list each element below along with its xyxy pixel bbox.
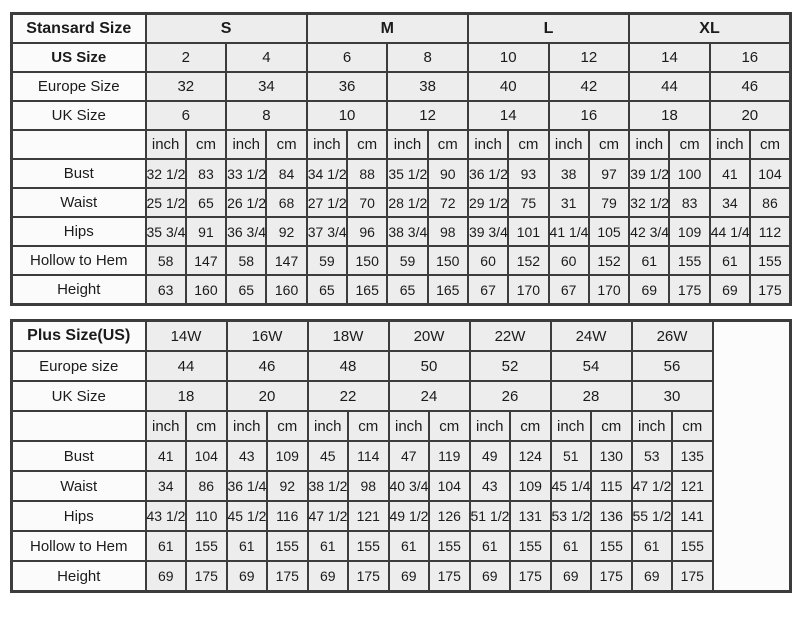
size-value-cell: 32	[146, 72, 227, 101]
inch-header: inch	[470, 411, 511, 441]
measurement-cell: 150	[347, 246, 387, 275]
size-value-cell: 28	[551, 381, 632, 411]
measurement-cell: 112	[750, 217, 790, 246]
row-label: Waist	[12, 471, 146, 501]
size-value-cell: 12	[549, 43, 630, 72]
measurement-cell: 69	[551, 561, 592, 592]
inch-header: inch	[308, 411, 349, 441]
cm-header: cm	[591, 411, 632, 441]
measurement-cell: 136	[591, 501, 632, 531]
size-row	[12, 381, 791, 411]
cm-header: cm	[508, 130, 548, 159]
measurement-cell: 155	[510, 531, 551, 561]
measurement-cell: 60	[468, 246, 508, 275]
measurement-cell: 65	[387, 275, 427, 305]
size-value-cell: 24	[389, 381, 470, 411]
measurement-row	[12, 246, 791, 275]
empty-cell	[713, 321, 791, 592]
measurement-cell: 116	[267, 501, 308, 531]
row-label: Europe size	[12, 351, 146, 381]
measurement-cell: 155	[186, 531, 227, 561]
measurement-cell: 36 1/2	[468, 159, 508, 188]
row-label: Height	[12, 275, 146, 305]
measurement-cell: 86	[750, 188, 790, 217]
measurement-cell: 152	[508, 246, 548, 275]
measurement-row	[12, 188, 791, 217]
size-value-cell: 20	[227, 381, 308, 411]
measurement-cell: 104	[186, 441, 227, 471]
measurement-cell: 45	[308, 441, 349, 471]
cm-header: cm	[348, 411, 389, 441]
measurement-cell: 31	[549, 188, 589, 217]
size-group-header: S	[146, 14, 307, 44]
measurement-row	[12, 441, 791, 471]
measurement-cell: 61	[308, 531, 349, 561]
measurement-cell: 67	[468, 275, 508, 305]
measurement-cell: 121	[348, 501, 389, 531]
measurement-cell: 51	[551, 441, 592, 471]
measurement-cell: 121	[672, 471, 713, 501]
measurement-cell: 175	[348, 561, 389, 592]
inch-header: inch	[226, 130, 266, 159]
measurement-cell: 45 1/2	[227, 501, 268, 531]
measurement-cell: 39 3/4	[468, 217, 508, 246]
cm-header: cm	[186, 130, 226, 159]
measurement-cell: 150	[428, 246, 468, 275]
measurement-cell: 38	[549, 159, 589, 188]
measurement-cell: 104	[750, 159, 790, 188]
cm-header: cm	[347, 130, 387, 159]
size-value-cell: 8	[387, 43, 468, 72]
measurement-cell: 25 1/2	[146, 188, 186, 217]
measurement-cell: 45 1/4	[551, 471, 592, 501]
measurement-cell: 93	[508, 159, 548, 188]
row-label: UK Size	[12, 381, 146, 411]
size-value-cell: 30	[632, 381, 713, 411]
measurement-row	[12, 531, 791, 561]
unit-header-row	[12, 130, 791, 159]
size-value-cell: 16	[710, 43, 791, 72]
measurement-cell: 58	[226, 246, 266, 275]
size-value-cell: 18	[146, 381, 227, 411]
measurement-cell: 92	[267, 471, 308, 501]
measurement-cell: 32 1/2	[629, 188, 669, 217]
size-value-cell: 12	[387, 101, 468, 130]
measurement-cell: 131	[510, 501, 551, 531]
inch-header: inch	[551, 411, 592, 441]
measurement-cell: 92	[266, 217, 306, 246]
measurement-row	[12, 471, 791, 501]
measurement-cell: 40 3/4	[389, 471, 430, 501]
measurement-cell: 115	[591, 471, 632, 501]
measurement-row	[12, 501, 791, 531]
measurement-cell: 41	[710, 159, 750, 188]
size-value-cell: 46	[227, 351, 308, 381]
measurement-cell: 175	[672, 561, 713, 592]
measurement-cell: 27 1/2	[307, 188, 347, 217]
measurement-cell: 126	[429, 501, 470, 531]
measurement-cell: 53	[632, 441, 673, 471]
measurement-cell: 135	[672, 441, 713, 471]
measurement-cell: 36 3/4	[226, 217, 266, 246]
measurement-cell: 26 1/2	[226, 188, 266, 217]
measurement-cell: 43	[470, 471, 511, 501]
measurement-cell: 165	[347, 275, 387, 305]
size-value-cell: 38	[387, 72, 468, 101]
cm-header: cm	[672, 411, 713, 441]
measurement-cell: 170	[589, 275, 629, 305]
measurement-cell: 29 1/2	[468, 188, 508, 217]
unit-row-corner	[12, 411, 146, 441]
size-group-header: 18W	[308, 321, 389, 352]
cm-header: cm	[266, 130, 306, 159]
size-value-cell: 54	[551, 351, 632, 381]
corner-label: Stansard Size	[12, 14, 146, 44]
size-value-cell: 10	[307, 101, 388, 130]
size-value-cell: 16	[549, 101, 630, 130]
unit-row-corner	[12, 130, 146, 159]
measurement-cell: 51 1/2	[470, 501, 511, 531]
measurement-cell: 47	[389, 441, 430, 471]
measurement-cell: 43	[227, 441, 268, 471]
measurement-cell: 141	[672, 501, 713, 531]
measurement-cell: 105	[589, 217, 629, 246]
inch-header: inch	[146, 130, 186, 159]
measurement-cell: 65	[186, 188, 226, 217]
measurement-row	[12, 561, 791, 592]
measurement-cell: 98	[348, 471, 389, 501]
measurement-cell: 75	[508, 188, 548, 217]
size-group-header: 20W	[389, 321, 470, 352]
measurement-cell: 97	[589, 159, 629, 188]
measurement-cell: 175	[750, 275, 790, 305]
size-value-cell: 34	[226, 72, 307, 101]
measurement-cell: 63	[146, 275, 186, 305]
size-value-cell: 6	[307, 43, 388, 72]
measurement-cell: 130	[591, 441, 632, 471]
size-row	[12, 72, 791, 101]
row-label: Hips	[12, 217, 146, 246]
measurement-cell: 42 3/4	[629, 217, 669, 246]
measurement-cell: 79	[589, 188, 629, 217]
measurement-cell: 119	[429, 441, 470, 471]
inch-header: inch	[146, 411, 187, 441]
row-label: US Size	[12, 43, 146, 72]
cm-header: cm	[750, 130, 790, 159]
measurement-cell: 147	[186, 246, 226, 275]
corner-label: Plus Size(US)	[12, 321, 146, 352]
measurement-cell: 69	[227, 561, 268, 592]
size-value-cell: 44	[629, 72, 710, 101]
size-value-cell: 36	[307, 72, 388, 101]
size-group-header: XL	[629, 14, 790, 44]
measurement-cell: 49 1/2	[389, 501, 430, 531]
cm-header: cm	[429, 411, 470, 441]
size-row	[12, 43, 791, 72]
inch-header: inch	[307, 130, 347, 159]
measurement-cell: 83	[186, 159, 226, 188]
measurement-cell: 55 1/2	[632, 501, 673, 531]
size-row	[12, 101, 791, 130]
measurement-cell: 61	[551, 531, 592, 561]
size-value-cell: 10	[468, 43, 549, 72]
size-value-cell: 20	[710, 101, 791, 130]
size-group-header-row	[12, 14, 791, 44]
measurement-cell: 96	[347, 217, 387, 246]
measurement-cell: 90	[428, 159, 468, 188]
size-value-cell: 56	[632, 351, 713, 381]
measurement-row	[12, 217, 791, 246]
measurement-cell: 34	[146, 471, 187, 501]
size-value-cell: 48	[308, 351, 389, 381]
measurement-cell: 84	[266, 159, 306, 188]
measurement-row	[12, 159, 791, 188]
measurement-cell: 38 1/2	[308, 471, 349, 501]
measurement-cell: 101	[508, 217, 548, 246]
cm-header: cm	[428, 130, 468, 159]
measurement-cell: 104	[429, 471, 470, 501]
measurement-cell: 70	[347, 188, 387, 217]
measurement-cell: 91	[186, 217, 226, 246]
size-group-header: M	[307, 14, 468, 44]
size-group-header: 16W	[227, 321, 308, 352]
measurement-cell: 175	[591, 561, 632, 592]
measurement-cell: 61	[470, 531, 511, 561]
size-value-cell: 14	[468, 101, 549, 130]
size-value-cell: 42	[549, 72, 630, 101]
measurement-cell: 58	[146, 246, 186, 275]
measurement-cell: 35 3/4	[146, 217, 186, 246]
measurement-cell: 83	[669, 188, 709, 217]
size-value-cell: 40	[468, 72, 549, 101]
size-value-cell: 2	[146, 43, 227, 72]
measurement-cell: 35 1/2	[387, 159, 427, 188]
measurement-cell: 67	[549, 275, 589, 305]
measurement-cell: 61	[632, 531, 673, 561]
inch-header: inch	[632, 411, 673, 441]
size-group-header: 24W	[551, 321, 632, 352]
row-label: Hips	[12, 501, 146, 531]
measurement-row	[12, 275, 791, 305]
measurement-cell: 69	[632, 561, 673, 592]
row-label: Hollow to Hem	[12, 246, 146, 275]
measurement-cell: 155	[750, 246, 790, 275]
plus-size-table	[10, 319, 792, 593]
measurement-cell: 59	[387, 246, 427, 275]
measurement-cell: 155	[672, 531, 713, 561]
measurement-cell: 61	[629, 246, 669, 275]
measurement-cell: 59	[307, 246, 347, 275]
measurement-cell: 100	[669, 159, 709, 188]
measurement-cell: 33 1/2	[226, 159, 266, 188]
size-value-cell: 22	[308, 381, 389, 411]
standard-size-table	[10, 12, 792, 306]
measurement-cell: 69	[470, 561, 511, 592]
measurement-cell: 72	[428, 188, 468, 217]
inch-header: inch	[629, 130, 669, 159]
measurement-cell: 86	[186, 471, 227, 501]
row-label: Height	[12, 561, 146, 592]
measurement-cell: 61	[227, 531, 268, 561]
inch-header: inch	[468, 130, 508, 159]
cm-header: cm	[267, 411, 308, 441]
size-value-cell: 14	[629, 43, 710, 72]
measurement-cell: 124	[510, 441, 551, 471]
row-label: Waist	[12, 188, 146, 217]
size-value-cell: 52	[470, 351, 551, 381]
unit-header-row	[12, 411, 791, 441]
measurement-cell: 160	[266, 275, 306, 305]
measurement-cell: 152	[589, 246, 629, 275]
measurement-cell: 155	[591, 531, 632, 561]
row-label: Europe Size	[12, 72, 146, 101]
measurement-cell: 69	[389, 561, 430, 592]
measurement-cell: 28 1/2	[387, 188, 427, 217]
inch-header: inch	[710, 130, 750, 159]
measurement-cell: 61	[146, 531, 187, 561]
measurement-cell: 160	[186, 275, 226, 305]
measurement-cell: 38 3/4	[387, 217, 427, 246]
row-label: Hollow to Hem	[12, 531, 146, 561]
measurement-cell: 155	[669, 246, 709, 275]
measurement-cell: 165	[428, 275, 468, 305]
measurement-cell: 69	[308, 561, 349, 592]
inch-header: inch	[227, 411, 268, 441]
row-label: Bust	[12, 159, 146, 188]
measurement-cell: 32 1/2	[146, 159, 186, 188]
measurement-cell: 110	[186, 501, 227, 531]
size-value-cell: 6	[146, 101, 227, 130]
measurement-cell: 175	[267, 561, 308, 592]
size-value-cell: 4	[226, 43, 307, 72]
measurement-cell: 61	[389, 531, 430, 561]
measurement-cell: 37 3/4	[307, 217, 347, 246]
cm-header: cm	[589, 130, 629, 159]
measurement-cell: 68	[266, 188, 306, 217]
table-gap	[10, 306, 790, 319]
measurement-cell: 44 1/4	[710, 217, 750, 246]
measurement-cell: 109	[510, 471, 551, 501]
size-group-header: 26W	[632, 321, 713, 352]
measurement-cell: 65	[226, 275, 266, 305]
measurement-cell: 43 1/2	[146, 501, 187, 531]
measurement-cell: 61	[710, 246, 750, 275]
inch-header: inch	[389, 411, 430, 441]
measurement-cell: 41 1/4	[549, 217, 589, 246]
row-label: UK Size	[12, 101, 146, 130]
size-row	[12, 351, 791, 381]
measurement-cell: 60	[549, 246, 589, 275]
measurement-cell: 175	[510, 561, 551, 592]
measurement-cell: 155	[267, 531, 308, 561]
cm-header: cm	[510, 411, 551, 441]
measurement-cell: 49	[470, 441, 511, 471]
measurement-cell: 109	[267, 441, 308, 471]
measurement-cell: 69	[146, 561, 187, 592]
size-group-header: L	[468, 14, 629, 44]
size-value-cell: 50	[389, 351, 470, 381]
cm-header: cm	[186, 411, 227, 441]
measurement-cell: 170	[508, 275, 548, 305]
measurement-cell: 175	[186, 561, 227, 592]
measurement-cell: 39 1/2	[629, 159, 669, 188]
measurement-cell: 147	[266, 246, 306, 275]
size-group-header: 22W	[470, 321, 551, 352]
inch-header: inch	[549, 130, 589, 159]
measurement-cell: 98	[428, 217, 468, 246]
measurement-cell: 47 1/2	[632, 471, 673, 501]
measurement-cell: 175	[669, 275, 709, 305]
measurement-cell: 41	[146, 441, 187, 471]
measurement-cell: 155	[429, 531, 470, 561]
size-value-cell: 18	[629, 101, 710, 130]
size-group-header: 14W	[146, 321, 227, 352]
measurement-cell: 65	[307, 275, 347, 305]
size-value-cell: 26	[470, 381, 551, 411]
size-value-cell: 46	[710, 72, 791, 101]
measurement-cell: 34	[710, 188, 750, 217]
measurement-cell: 69	[629, 275, 669, 305]
inch-header: inch	[387, 130, 427, 159]
measurement-cell: 88	[347, 159, 387, 188]
size-value-cell: 8	[226, 101, 307, 130]
row-label: Bust	[12, 441, 146, 471]
measurement-cell: 114	[348, 441, 389, 471]
measurement-cell: 69	[710, 275, 750, 305]
measurement-cell: 36 1/4	[227, 471, 268, 501]
measurement-cell: 175	[429, 561, 470, 592]
cm-header: cm	[669, 130, 709, 159]
measurement-cell: 155	[348, 531, 389, 561]
measurement-cell: 109	[669, 217, 709, 246]
size-group-header-row	[12, 321, 791, 352]
measurement-cell: 47 1/2	[308, 501, 349, 531]
measurement-cell: 53 1/2	[551, 501, 592, 531]
measurement-cell: 34 1/2	[307, 159, 347, 188]
size-value-cell: 44	[146, 351, 227, 381]
